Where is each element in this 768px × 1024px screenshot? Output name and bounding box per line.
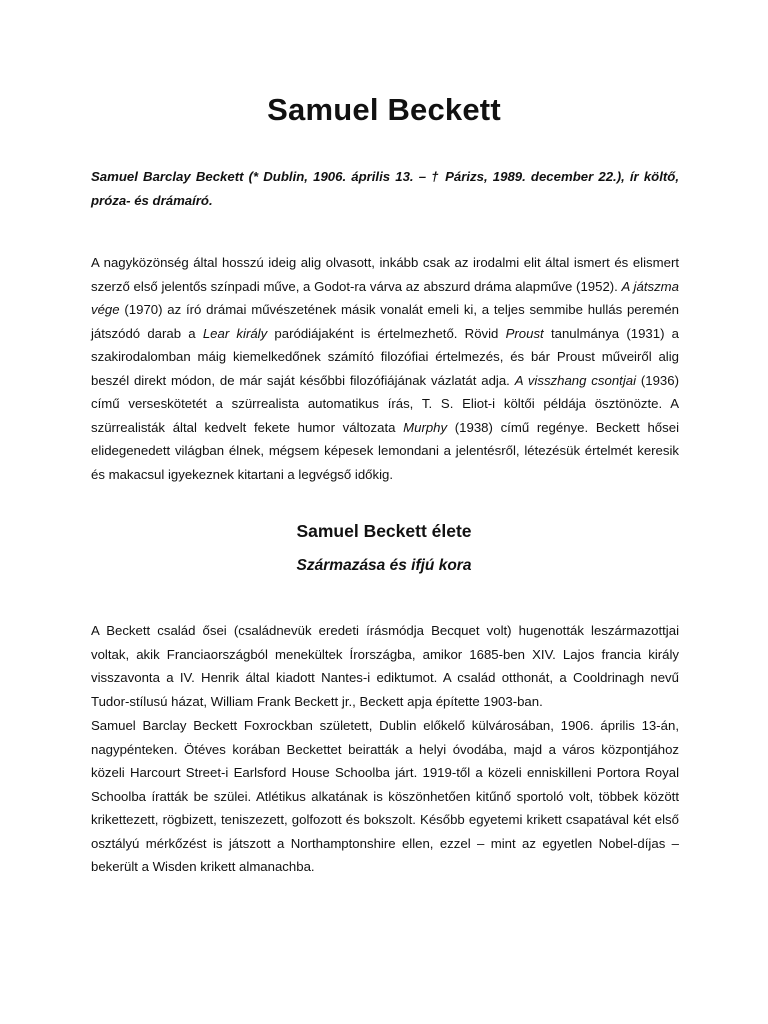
intro-paragraph: Samuel Barclay Beckett (* Dublin, 1906. április 13. – † Párizs, 1989. december 22.), ír költő, próza- és drámaíró.	[91, 169, 679, 208]
text-run: tanulmánya (1931) a szakirodalomban máig kiemelkedőnek számító filozófiai értelmezés, és bár Proust műveiről alig beszél direkt módon, de már saját későbbi filozófiájának vázlatát adja.	[91, 325, 680, 388]
text-run: A nagyközönség által hosszú ideig alig olvasott, inkább csak az irodalmi elit által ismert és elismert szerző első jelentős színpadi műve, a Godot-ra várva az abszurd dráma alapműve (1952).	[91, 255, 679, 294]
paragraph-youth: Samuel Barclay Beckett Foxrockban született, Dublin előkelő külvárosában, 1906. április 13-án, nagypénteken. Ötéves korában Beckettet beiratták a helyi óvodába, majd a város központjához közeli Harcourt Street-i Earlsford House Schoolba járt. 1919-től a közeli enniskilleni Portora Royal Schoolba íratták be szülei. Atlétikus alkatának is köszönhetően kitűnő sportoló volt, többek között krikettezett, rögbizett, teniszezett, golfozott és bokszolt. Később egyetemi krikett csapatával két első osztályú mérkőzést is játszott a Northamptonshire ellen, ezzel – mint az egyetlen Nobel-díjas – bekerült a Wisden krikett almanachba.	[91, 718, 679, 874]
paragraph-origins: A Beckett család ősei (családnevük eredeti írásmódja Becquet volt) hugenották leszármazottjai voltak, akik Franciaországból menekültek Írországba, amikor 1685-ben XIV. Lajos francia király visszavonta a IV. Henrik által kiadott Nantes-i ediktumot. A család otthonát, a Cooldrinagh nevű Tudor-stílusú házat, William Frank Beckett jr., Beckett apja építette 1903-ban.	[91, 623, 679, 709]
work-title: A visszhang csontjai	[514, 372, 637, 388]
work-title: A játszma vége	[91, 278, 679, 317]
subsection-heading: Származása és ifjú kora	[296, 557, 472, 574]
section-heading: Samuel Beckett élete	[296, 521, 472, 541]
work-title: Murphy	[403, 419, 448, 435]
work-title: Proust	[505, 325, 544, 341]
paragraph-overview	[91, 251, 679, 486]
page-title: Samuel Beckett	[267, 92, 501, 127]
text-run: (1938) című regénye. Beckett hősei elidegenedett világban élnek, mégsem képesek lemondani a jelentésről, létezésük értelmét keresik és makacsul igyekeznek kitartani a legvégső időkig.	[91, 419, 679, 482]
text-run: (1970) az író drámai művészetének másik vonalát emeli ki, a teljes semmibe hullás peremén játszódó darab a	[91, 302, 679, 341]
work-title: Lear király	[202, 325, 268, 341]
text-run: (1936) című verseskötetét a szürrealista automatikus írás, T. S. Eliot-i költői példája ösztönözte. A szürrealisták által kedvelt fekete humor változata	[91, 372, 679, 435]
text-run: paródiájaként is értelmezhető. Rövid	[267, 325, 506, 341]
